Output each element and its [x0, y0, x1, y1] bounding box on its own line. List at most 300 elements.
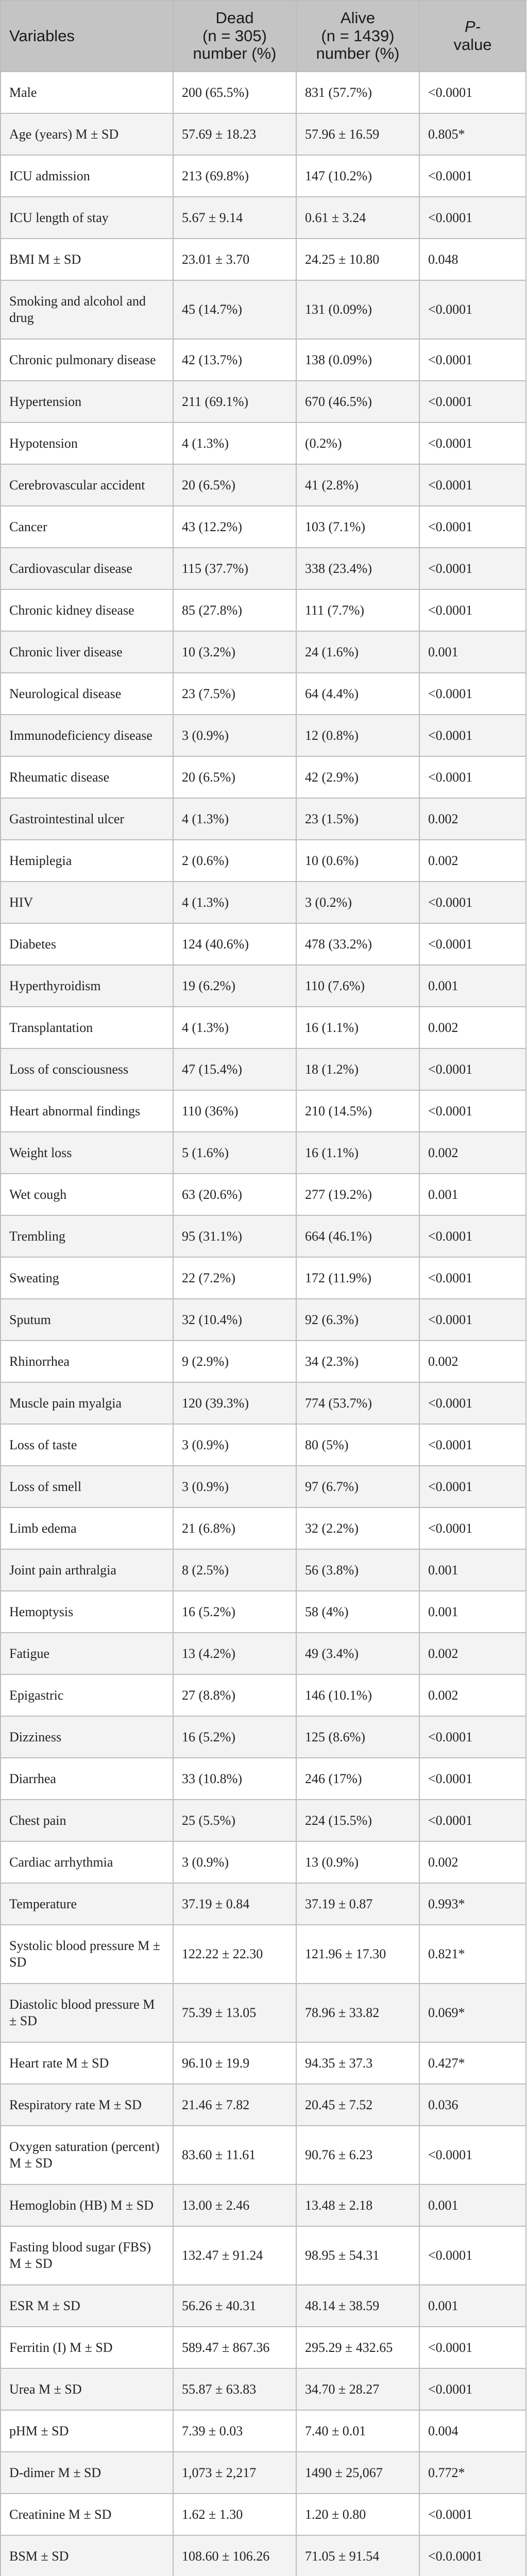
p-value-cell: 0.001 — [419, 965, 526, 1007]
p-value-cell: 0.001 — [419, 631, 526, 673]
p-value-cell: <0.0001 — [419, 1090, 526, 1132]
dead-cell: 3 (0.9%) — [173, 715, 296, 756]
alive-cell: 90.76 ± 6.23 — [296, 2126, 419, 2184]
dead-cell: 16 (5.2%) — [173, 1591, 296, 1633]
variable-cell: Loss of consciousness — [1, 1048, 173, 1090]
p-value-cell: <0.0001 — [419, 1716, 526, 1758]
table-row — [1, 113, 526, 155]
header-dead-n: (n = 305) — [202, 26, 267, 45]
alive-cell: 831 (57.7%) — [296, 72, 419, 113]
table-row — [1, 1007, 526, 1048]
table-row — [1, 2410, 526, 2452]
alive-cell: 295.29 ± 432.65 — [296, 2327, 419, 2368]
table-body — [1, 72, 526, 2576]
alive-cell: 13.48 ± 2.18 — [296, 2184, 419, 2226]
dead-cell: 55.87 ± 63.83 — [173, 2368, 296, 2410]
dead-cell: 19 (6.2%) — [173, 965, 296, 1007]
alive-cell: 42 (2.9%) — [296, 756, 419, 798]
variable-cell: Limb edema — [1, 1507, 173, 1549]
dead-cell: 115 (37.7%) — [173, 548, 296, 589]
table-row — [1, 2368, 526, 2410]
variable-cell: Cardiac arrhythmia — [1, 1841, 173, 1883]
alive-cell: 41 (2.8%) — [296, 464, 419, 506]
dead-cell: 23.01 ± 3.70 — [173, 239, 296, 280]
dead-cell: 20 (6.5%) — [173, 464, 296, 506]
dead-cell: 4 (1.3%) — [173, 1007, 296, 1048]
alive-cell: 49 (3.4%) — [296, 1633, 419, 1674]
table-row — [1, 2226, 526, 2285]
table-row — [1, 422, 526, 464]
table-row — [1, 464, 526, 506]
table-row — [1, 1466, 526, 1507]
alive-cell: 94.35 ± 37.3 — [296, 2042, 419, 2084]
table-row — [1, 715, 526, 756]
header-p-label: P- — [465, 18, 481, 36]
table-row — [1, 1132, 526, 1174]
dead-cell: 3 (0.9%) — [173, 1466, 296, 1507]
dead-cell: 8 (2.5%) — [173, 1549, 296, 1591]
dead-cell: 37.19 ± 0.84 — [173, 1883, 296, 1925]
table-row — [1, 1883, 526, 1925]
alive-cell: 24.25 ± 10.80 — [296, 239, 419, 280]
dead-cell: 13 (4.2%) — [173, 1633, 296, 1674]
table-row — [1, 1800, 526, 1841]
table-row — [1, 1341, 526, 1382]
table-row — [1, 589, 526, 631]
dead-cell: 7.39 ± 0.03 — [173, 2410, 296, 2452]
p-value-cell: <0.0001 — [419, 1048, 526, 1090]
variable-cell: Respiratory rate M ± SD — [1, 2084, 173, 2126]
dead-cell: 2 (0.6%) — [173, 840, 296, 882]
variable-cell: Fatigue — [1, 1633, 173, 1674]
table-row — [1, 1424, 526, 1466]
dead-cell: 1.62 ± 1.30 — [173, 2494, 296, 2535]
table-row — [1, 339, 526, 381]
variable-cell: Hemoptysis — [1, 1591, 173, 1633]
p-value-cell: <0.0001 — [419, 197, 526, 239]
alive-cell: 210 (14.5%) — [296, 1090, 419, 1132]
alive-cell: 34 (2.3%) — [296, 1341, 419, 1382]
alive-cell: 146 (10.1%) — [296, 1674, 419, 1716]
variable-cell: Chronic kidney disease — [1, 589, 173, 631]
dead-cell: 589.47 ± 867.36 — [173, 2327, 296, 2368]
dead-cell: 3 (0.9%) — [173, 1841, 296, 1883]
table-row — [1, 280, 526, 339]
table-row — [1, 2042, 526, 2084]
p-value-cell: <0.0001 — [419, 1466, 526, 1507]
variable-cell: Rhinorrhea — [1, 1341, 173, 1382]
variable-cell: Neurological disease — [1, 673, 173, 715]
p-value-cell: <0.0001 — [419, 506, 526, 548]
p-value-cell: 0.002 — [419, 1341, 526, 1382]
p-value-cell: <0.0001 — [419, 339, 526, 381]
table-row — [1, 2494, 526, 2535]
table-row — [1, 155, 526, 197]
p-value-cell: 0.427* — [419, 2042, 526, 2084]
p-value-cell: <0.0001 — [419, 280, 526, 339]
alive-cell: 111 (7.7%) — [296, 589, 419, 631]
p-value-cell: <0.0001 — [419, 882, 526, 923]
header-dead-unit: number (%) — [193, 44, 277, 63]
dead-cell: 108.60 ± 106.26 — [173, 2535, 296, 2576]
alive-cell: (0.2%) — [296, 422, 419, 464]
alive-cell: 20.45 ± 7.52 — [296, 2084, 419, 2126]
variable-cell: Gastrointestinal ulcer — [1, 798, 173, 840]
alive-cell: 16 (1.1%) — [296, 1007, 419, 1048]
variable-cell: Age (years) M ± SD — [1, 113, 173, 155]
table-row — [1, 2126, 526, 2184]
dead-cell: 32 (10.4%) — [173, 1299, 296, 1341]
dead-cell: 22 (7.2%) — [173, 1257, 296, 1299]
header-value-label: value — [453, 36, 492, 54]
variable-cell: Trembling — [1, 1215, 173, 1257]
table-row — [1, 1299, 526, 1341]
p-value-cell: <0.0001 — [419, 2126, 526, 2184]
alive-cell: 16 (1.1%) — [296, 1132, 419, 1174]
alive-cell: 121.96 ± 17.30 — [296, 1925, 419, 1984]
dead-cell: 124 (40.6%) — [173, 923, 296, 965]
dead-cell: 1,073 ± 2,217 — [173, 2452, 296, 2494]
dead-cell: 27 (8.8%) — [173, 1674, 296, 1716]
alive-cell: 138 (0.09%) — [296, 339, 419, 381]
p-value-cell: <0.0001 — [419, 589, 526, 631]
dead-cell: 213 (69.8%) — [173, 155, 296, 197]
table-row — [1, 2452, 526, 2494]
alive-cell: 224 (15.5%) — [296, 1800, 419, 1841]
variable-cell: Cancer — [1, 506, 173, 548]
table-row — [1, 1174, 526, 1215]
variable-cell: Cerebrovascular accident — [1, 464, 173, 506]
p-value-cell: <0.0001 — [419, 1800, 526, 1841]
variable-cell: Creatinine M ± SD — [1, 2494, 173, 2535]
variable-cell: Rheumatic disease — [1, 756, 173, 798]
header-alive-unit: number (%) — [316, 44, 400, 63]
variable-cell: Hypertension — [1, 381, 173, 422]
variable-cell: Loss of taste — [1, 1424, 173, 1466]
dead-cell: 4 (1.3%) — [173, 798, 296, 840]
variable-cell: Diabetes — [1, 923, 173, 965]
variable-cell: Joint pain arthralgia — [1, 1549, 173, 1591]
p-value-cell: <0.0001 — [419, 1382, 526, 1424]
header-dead-title: Dead — [215, 8, 254, 27]
variable-cell: ICU length of stay — [1, 197, 173, 239]
alive-cell: 103 (7.1%) — [296, 506, 419, 548]
alive-cell: 71.05 ± 91.54 — [296, 2535, 419, 2576]
variable-cell: ESR M ± SD — [1, 2285, 173, 2327]
variable-cell: Cardiovascular disease — [1, 548, 173, 589]
variable-cell: Epigastric — [1, 1674, 173, 1716]
dead-cell: 4 (1.3%) — [173, 422, 296, 464]
alive-cell: 774 (53.7%) — [296, 1382, 419, 1424]
alive-cell: 7.40 ± 0.01 — [296, 2410, 419, 2452]
alive-cell: 3 (0.2%) — [296, 882, 419, 923]
alive-cell: 246 (17%) — [296, 1758, 419, 1800]
alive-cell: 78.96 ± 33.82 — [296, 1984, 419, 2042]
p-value-cell: <0.0001 — [419, 2494, 526, 2535]
variable-cell: Chronic pulmonary disease — [1, 339, 173, 381]
alive-cell: 34.70 ± 28.27 — [296, 2368, 419, 2410]
dead-cell: 83.60 ± 11.61 — [173, 2126, 296, 2184]
variable-cell: Hyperthyroidism — [1, 965, 173, 1007]
variable-cell: Diastolic blood pressure M ± SD — [1, 1984, 173, 2042]
p-value-cell: <0.0001 — [419, 756, 526, 798]
variable-cell: Wet cough — [1, 1174, 173, 1215]
p-value-cell: 0.004 — [419, 2410, 526, 2452]
p-value-cell: 0.048 — [419, 239, 526, 280]
variable-cell: Dizziness — [1, 1716, 173, 1758]
variable-cell: Hypotension — [1, 422, 173, 464]
alive-cell: 37.19 ± 0.87 — [296, 1883, 419, 1925]
table-row — [1, 1215, 526, 1257]
table-row — [1, 2285, 526, 2327]
p-value-cell: 0.001 — [419, 2184, 526, 2226]
dead-cell: 63 (20.6%) — [173, 1174, 296, 1215]
variable-cell: D-dimer M ± SD — [1, 2452, 173, 2494]
p-value-cell: <0.0001 — [419, 673, 526, 715]
dead-cell: 21 (6.8%) — [173, 1507, 296, 1549]
variable-cell: Loss of smell — [1, 1466, 173, 1507]
p-value-cell: 0.805* — [419, 113, 526, 155]
alive-cell: 147 (10.2%) — [296, 155, 419, 197]
dead-cell: 120 (39.3%) — [173, 1382, 296, 1424]
variable-cell: Male — [1, 72, 173, 113]
variable-cell: Temperature — [1, 1883, 173, 1925]
table-row — [1, 381, 526, 422]
dead-cell: 211 (69.1%) — [173, 381, 296, 422]
table-row — [1, 1984, 526, 2042]
p-value-cell: 0.036 — [419, 2084, 526, 2126]
alive-cell: 48.14 ± 38.59 — [296, 2285, 419, 2327]
p-value-cell: <0.0001 — [419, 1257, 526, 1299]
alive-cell: 670 (46.5%) — [296, 381, 419, 422]
dead-cell: 57.69 ± 18.23 — [173, 113, 296, 155]
p-value-cell: <0.0001 — [419, 923, 526, 965]
table-row — [1, 1257, 526, 1299]
dead-cell: 16 (5.2%) — [173, 1716, 296, 1758]
dead-cell: 200 (65.5%) — [173, 72, 296, 113]
table-row — [1, 506, 526, 548]
dead-cell: 42 (13.7%) — [173, 339, 296, 381]
header-variables: Variables — [1, 1, 173, 72]
dead-cell: 10 (3.2%) — [173, 631, 296, 673]
variable-cell: Muscle pain myalgia — [1, 1382, 173, 1424]
p-value-cell: <0.0001 — [419, 2368, 526, 2410]
p-value-cell: 0.001 — [419, 1591, 526, 1633]
table-row — [1, 1507, 526, 1549]
alive-cell: 1.20 ± 0.80 — [296, 2494, 419, 2535]
table-row — [1, 756, 526, 798]
p-value-cell: 0.001 — [419, 1549, 526, 1591]
p-value-cell: <0.0001 — [419, 715, 526, 756]
dead-cell: 3 (0.9%) — [173, 1424, 296, 1466]
table-header-row — [1, 1, 526, 72]
dead-cell: 56.26 ± 40.31 — [173, 2285, 296, 2327]
p-value-cell: <0.0001 — [419, 422, 526, 464]
table-row — [1, 1549, 526, 1591]
alive-cell: 32 (2.2%) — [296, 1507, 419, 1549]
header-alive-title: Alive — [340, 8, 376, 27]
dead-cell: 110 (36%) — [173, 1090, 296, 1132]
table-row — [1, 548, 526, 589]
table-row — [1, 72, 526, 113]
dead-cell: 95 (31.1%) — [173, 1215, 296, 1257]
p-value-cell: <0.0001 — [419, 1507, 526, 1549]
alive-cell: 13 (0.9%) — [296, 1841, 419, 1883]
table-row — [1, 1925, 526, 1984]
variable-cell: Chronic liver disease — [1, 631, 173, 673]
header-alive — [296, 1, 419, 72]
header-dead — [173, 1, 296, 72]
table-row — [1, 1841, 526, 1883]
p-value-cell: <0.0001 — [419, 2226, 526, 2285]
table-row — [1, 965, 526, 1007]
dead-cell: 5 (1.6%) — [173, 1132, 296, 1174]
table-row — [1, 673, 526, 715]
table-row — [1, 840, 526, 882]
variable-cell: Systolic blood pressure M ± SD — [1, 1925, 173, 1984]
variable-cell: Ferritin (I) M ± SD — [1, 2327, 173, 2368]
p-value-cell: <0.0001 — [419, 2327, 526, 2368]
variable-cell: Smoking and alcohol and drug — [1, 280, 173, 339]
variable-cell: Oxygen saturation (percent) M ± SD — [1, 2126, 173, 2184]
variable-cell: Sputum — [1, 1299, 173, 1341]
table-row — [1, 2184, 526, 2226]
p-value-cell: 0.772* — [419, 2452, 526, 2494]
table-row — [1, 1090, 526, 1132]
p-value-cell: 0.002 — [419, 1633, 526, 1674]
p-value-cell: <0.0001 — [419, 381, 526, 422]
variable-cell: BSM ± SD — [1, 2535, 173, 2576]
p-value-cell: 0.993* — [419, 1883, 526, 1925]
alive-cell: 131 (0.09%) — [296, 280, 419, 339]
dead-cell: 9 (2.9%) — [173, 1341, 296, 1382]
p-value-cell: 0.001 — [419, 2285, 526, 2327]
p-value-cell: <0.0001 — [419, 1758, 526, 1800]
p-value-cell: 0.069* — [419, 1984, 526, 2042]
alive-cell: 125 (8.6%) — [296, 1716, 419, 1758]
table-row — [1, 239, 526, 280]
table-row — [1, 798, 526, 840]
dead-cell: 5.67 ± 9.14 — [173, 197, 296, 239]
p-value-cell: 0.002 — [419, 1132, 526, 1174]
dead-cell: 132.47 ± 91.24 — [173, 2226, 296, 2285]
alive-cell: 98.95 ± 54.31 — [296, 2226, 419, 2285]
alive-cell: 478 (33.2%) — [296, 923, 419, 965]
dead-cell: 25 (5.5%) — [173, 1800, 296, 1841]
p-value-cell: 0.821* — [419, 1925, 526, 1984]
table-row — [1, 2535, 526, 2576]
alive-cell: 110 (7.6%) — [296, 965, 419, 1007]
alive-cell: 80 (5%) — [296, 1424, 419, 1466]
p-value-cell: <0.0001 — [419, 72, 526, 113]
dead-cell: 96.10 ± 19.9 — [173, 2042, 296, 2084]
p-value-cell: 0.002 — [419, 798, 526, 840]
table-row — [1, 1716, 526, 1758]
table-row — [1, 631, 526, 673]
alive-cell: 172 (11.9%) — [296, 1257, 419, 1299]
dead-cell: 45 (14.7%) — [173, 280, 296, 339]
variable-cell: Chest pain — [1, 1800, 173, 1841]
dead-cell: 20 (6.5%) — [173, 756, 296, 798]
variable-cell: Hemoglobin (HB) M ± SD — [1, 2184, 173, 2226]
table-row — [1, 2084, 526, 2126]
table-row — [1, 882, 526, 923]
table-row — [1, 197, 526, 239]
dead-cell: 4 (1.3%) — [173, 882, 296, 923]
p-value-cell: <0.0001 — [419, 155, 526, 197]
table-row — [1, 2327, 526, 2368]
table-row — [1, 1633, 526, 1674]
alive-cell: 10 (0.6%) — [296, 840, 419, 882]
p-value-cell: <0.0001 — [419, 1424, 526, 1466]
variable-cell: BMI M ± SD — [1, 239, 173, 280]
p-value-cell: <0.0.0001 — [419, 2535, 526, 2576]
dead-cell: 122.22 ± 22.30 — [173, 1925, 296, 1984]
variable-cell: Urea M ± SD — [1, 2368, 173, 2410]
dead-cell: 47 (15.4%) — [173, 1048, 296, 1090]
variable-cell: ICU admission — [1, 155, 173, 197]
alive-cell: 97 (6.7%) — [296, 1466, 419, 1507]
p-value-cell: 0.001 — [419, 1174, 526, 1215]
variable-cell: Weight loss — [1, 1132, 173, 1174]
table-row — [1, 923, 526, 965]
table-row — [1, 1382, 526, 1424]
table-row — [1, 1758, 526, 1800]
dead-cell: 33 (10.8%) — [173, 1758, 296, 1800]
p-value-cell: 0.002 — [419, 1007, 526, 1048]
variable-cell: Transplantation — [1, 1007, 173, 1048]
alive-cell: 1490 ± 25,067 — [296, 2452, 419, 2494]
variable-cell: Diarrhea — [1, 1758, 173, 1800]
variable-cell: Fasting blood sugar (FBS) M ± SD — [1, 2226, 173, 2285]
dead-cell: 21.46 ± 7.82 — [173, 2084, 296, 2126]
alive-cell: 338 (23.4%) — [296, 548, 419, 589]
alive-cell: 58 (4%) — [296, 1591, 419, 1633]
alive-cell: 664 (46.1%) — [296, 1215, 419, 1257]
p-value-cell: <0.0001 — [419, 464, 526, 506]
alive-cell: 277 (19.2%) — [296, 1174, 419, 1215]
alive-cell: 57.96 ± 16.59 — [296, 113, 419, 155]
dead-cell: 23 (7.5%) — [173, 673, 296, 715]
alive-cell: 18 (1.2%) — [296, 1048, 419, 1090]
variable-cell: Heart rate M ± SD — [1, 2042, 173, 2084]
header-alive-n: (n = 1439) — [321, 26, 395, 45]
p-value-cell: 0.002 — [419, 840, 526, 882]
p-value-cell: <0.0001 — [419, 1299, 526, 1341]
alive-cell: 24 (1.6%) — [296, 631, 419, 673]
dead-cell: 85 (27.8%) — [173, 589, 296, 631]
header-p-value — [419, 1, 526, 72]
dead-cell: 43 (12.2%) — [173, 506, 296, 548]
table-row — [1, 1674, 526, 1716]
alive-cell: 56 (3.8%) — [296, 1549, 419, 1591]
variable-cell: Hemiplegia — [1, 840, 173, 882]
variable-cell: HIV — [1, 882, 173, 923]
variable-cell: Sweating — [1, 1257, 173, 1299]
table-row — [1, 1048, 526, 1090]
alive-cell: 23 (1.5%) — [296, 798, 419, 840]
alive-cell: 12 (0.8%) — [296, 715, 419, 756]
dead-cell: 13.00 ± 2.46 — [173, 2184, 296, 2226]
alive-cell: 92 (6.3%) — [296, 1299, 419, 1341]
variable-cell: Immunodeficiency disease — [1, 715, 173, 756]
p-value-cell: <0.0001 — [419, 548, 526, 589]
p-value-cell: <0.0001 — [419, 1215, 526, 1257]
alive-cell: 0.61 ± 3.24 — [296, 197, 419, 239]
variable-cell: pHM ± SD — [1, 2410, 173, 2452]
p-value-cell: 0.002 — [419, 1841, 526, 1883]
dead-cell: 75.39 ± 13.05 — [173, 1984, 296, 2042]
